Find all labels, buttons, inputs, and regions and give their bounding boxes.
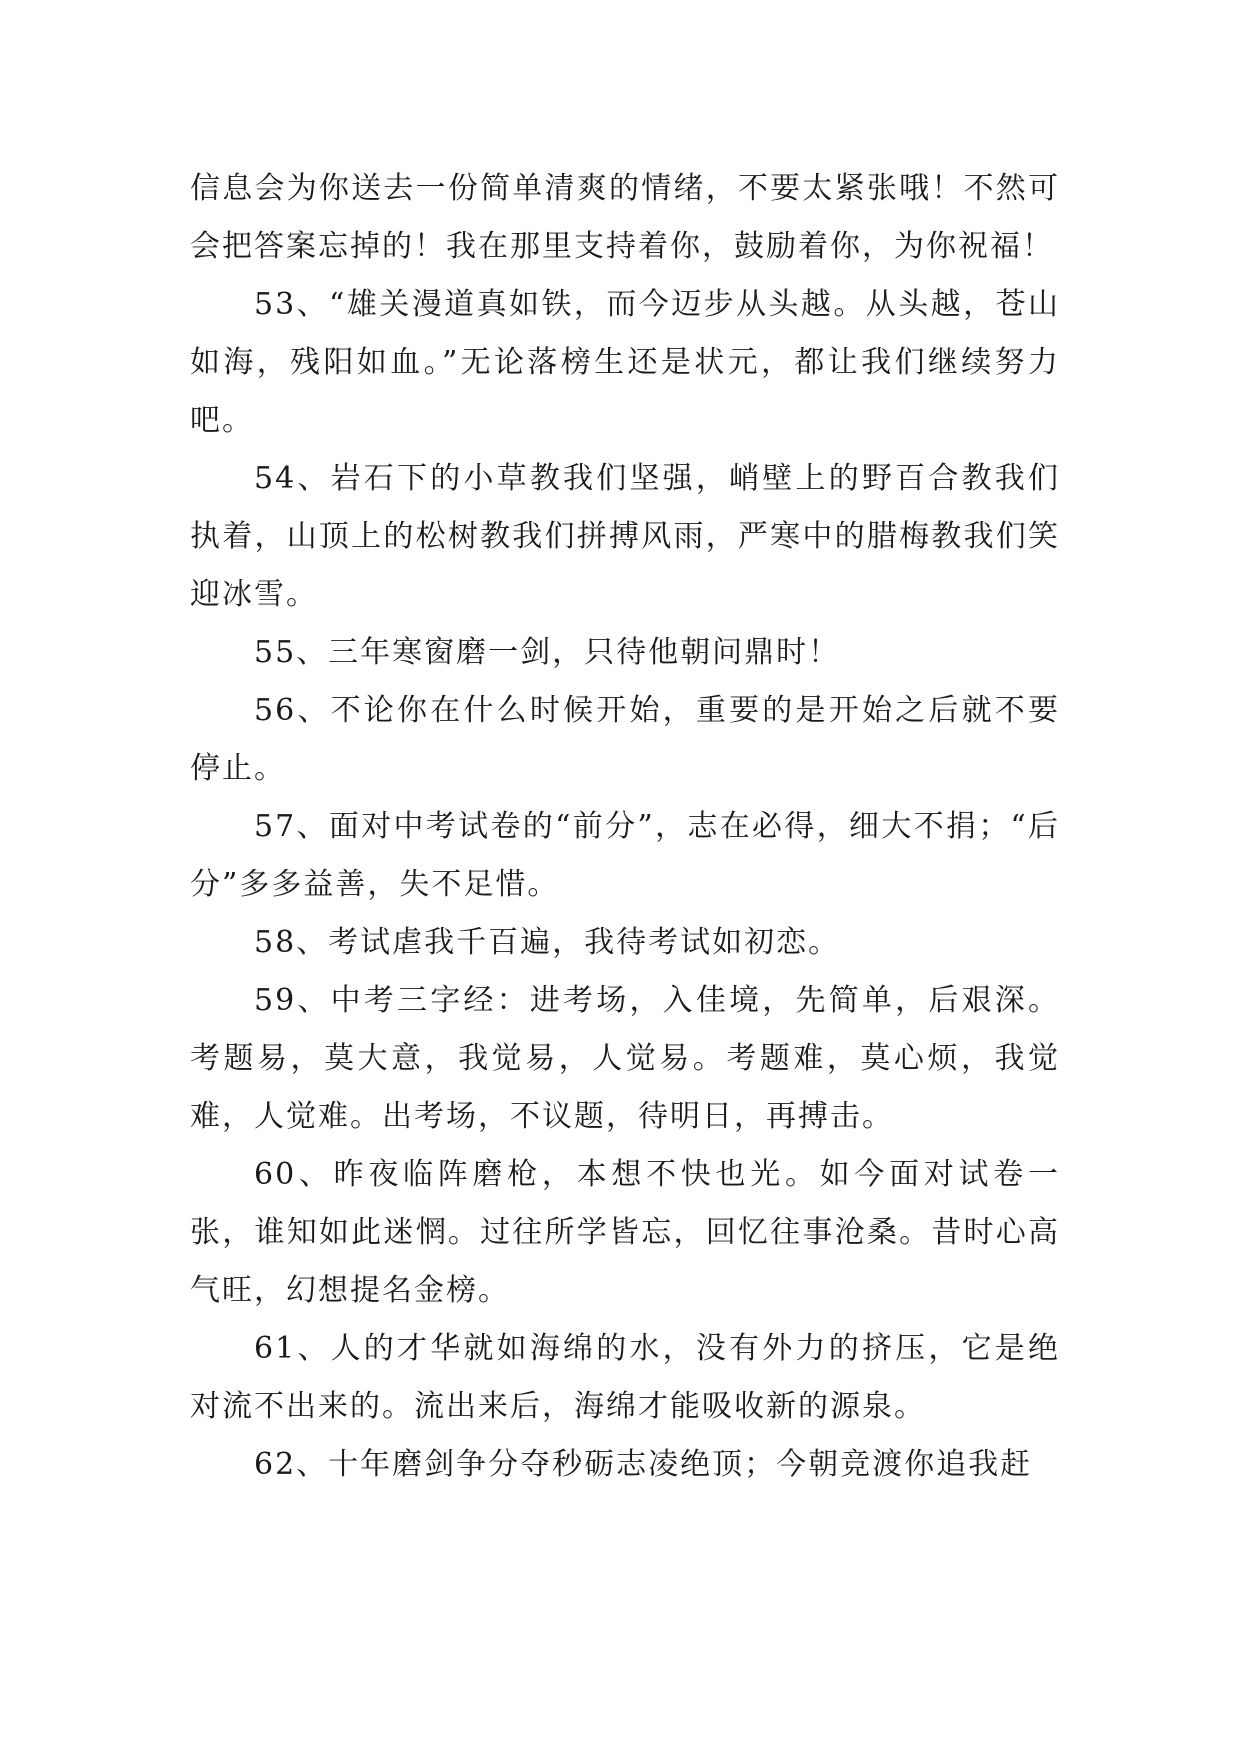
document-body — [190, 160, 1060, 1494]
paragraph-62: 62、十年磨剑争分夺秒砺志凌绝顶；今朝竞渡你追我赶 — [254, 1447, 1033, 1482]
paragraph-59: 59、中考三字经：进考场，入佳境，先简单，后艰深。考题易，莫大意，我觉易，人觉易。考题难，莫心烦，我觉难，人觉难。出考场，不议题，待明日，再搏击。 — [190, 983, 1060, 1134]
paragraph-60: 60、昨夜临阵磨枪，本想不快也光。如今面对试卷一张，谁知如此迷惘。过往所学皆忘，回忆往事沧桑。昔时心高气旺，幻想提名金榜。 — [190, 1157, 1060, 1308]
paragraph-58: 58、考试虐我千百遍，我待考试如初恋。 — [254, 925, 841, 960]
paragraph-61: 61、人的才华就如海绵的水，没有外力的挤压，它是绝对流不出来的。流出来后，海绵才能吸收新的源泉。 — [190, 1331, 1060, 1424]
paragraph-continuation: 信息会为你送去一份简单清爽的情绪，不要太紧张哦！不然可会把答案忘掉的！我在那里支持着你，鼓励着你，为你祝福！ — [190, 171, 1060, 264]
paragraph-53: 53、“雄关漫道真如铁，而今迈步从头越。从头越，苍山如海，残阳如血。”无论落榜生还是状元，都让我们继续努力吧。 — [190, 287, 1060, 438]
paragraph-56: 56、不论你在什么时候开始，重要的是开始之后就不要停止。 — [190, 693, 1060, 786]
paragraph-55: 55、三年寒窗磨一剑，只待他朝问鼎时！ — [254, 635, 841, 670]
paragraph-57: 57、面对中考试卷的“前分”，志在必得，细大不捐；“后分”多多益善，失不足惜。 — [190, 809, 1060, 902]
paragraph-54: 54、岩石下的小草教我们坚强，峭壁上的野百合教我们执着，山顶上的松树教我们拼搏风雨，严寒中的腊梅教我们笑迎冰雪。 — [190, 461, 1060, 612]
